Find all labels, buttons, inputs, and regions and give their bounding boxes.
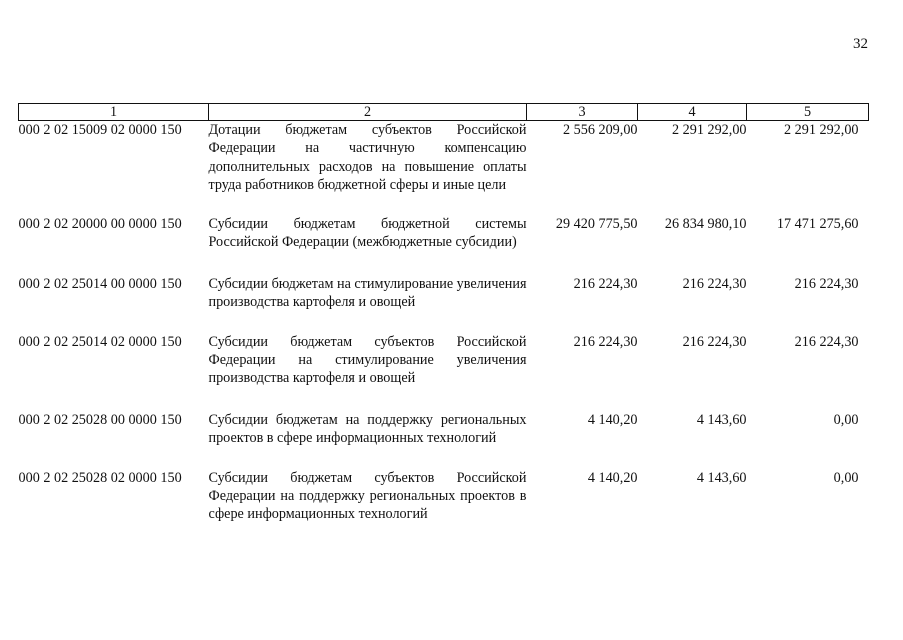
- row-code: 000 2 02 20000 00 0000 150: [18, 215, 182, 232]
- row-value-3: 29 420 775,50: [555, 215, 638, 232]
- row-value-4: 2 291 292,00: [672, 122, 747, 138]
- row-value-4: 4 143,60: [696, 411, 747, 428]
- row-name: Дотации бюджетам субъектов Российской Федерации на частичную компенсацию дополнительных расходов на повышение оплаты труда работников бюджетной сферы и иные цели: [208, 122, 527, 194]
- table-row: [19, 121, 869, 215]
- column-header-1: 1: [19, 104, 209, 121]
- row-value-5: 0,00: [833, 469, 859, 486]
- row-value-3: 4 140,20: [587, 411, 638, 428]
- table-row: [19, 275, 869, 333]
- row-value-4: 216 224,30: [682, 333, 747, 350]
- row-value-5: 216 224,30: [794, 275, 859, 292]
- table-row: [19, 333, 869, 411]
- budget-table: [18, 103, 869, 545]
- column-header-2: 2: [209, 104, 527, 121]
- row-value-3: 2 556 209,00: [563, 122, 638, 138]
- row-value-5: 0,00: [833, 411, 859, 428]
- row-value-3: 4 140,20: [587, 469, 638, 486]
- row-code: 000 2 02 25014 00 0000 150: [18, 275, 182, 292]
- row-value-3: 216 224,30: [573, 333, 638, 350]
- row-name: Субсидии бюджетам на стимулирование увеличения производства картофеля и овощей: [208, 275, 527, 310]
- row-name: Субсидии бюджетам субъектов Российской Федерации на поддержку региональных проектов в сфере информационных технологий: [208, 469, 527, 523]
- row-value-4: 26 834 980,10: [664, 215, 747, 232]
- row-value-5: 2 291 292,00: [784, 122, 859, 138]
- row-name: Субсидии бюджетам на поддержку региональных проектов в сфере информационных технологий: [208, 411, 527, 446]
- row-value-5: 216 224,30: [794, 333, 859, 350]
- row-value-4: 4 143,60: [696, 469, 747, 486]
- row-code: 000 2 02 25028 00 0000 150: [18, 411, 182, 428]
- column-header-5: 5: [747, 104, 869, 121]
- row-value-4: 216 224,30: [682, 275, 747, 292]
- row-value-5: 17 471 275,60: [776, 215, 859, 232]
- table-row: [19, 411, 869, 469]
- row-code: 000 2 02 25014 02 0000 150: [18, 333, 182, 350]
- table-header-row: [19, 104, 869, 121]
- row-value-3: 216 224,30: [573, 275, 638, 292]
- row-code: 000 2 02 15009 02 0000 150: [18, 122, 182, 138]
- row-code: 000 2 02 25028 02 0000 150: [18, 469, 182, 486]
- column-header-3: 3: [527, 104, 638, 121]
- row-name: Субсидии бюджетам бюджетной системы Российской Федерации (межбюджетные субсидии): [208, 215, 527, 250]
- column-header-4: 4: [638, 104, 747, 121]
- page-number: 32: [853, 36, 868, 52]
- table-row: [19, 469, 869, 545]
- row-name: Субсидии бюджетам субъектов Российской Федерации на стимулирование увеличения производства картофеля и овощей: [208, 333, 527, 387]
- table-row: [19, 215, 869, 275]
